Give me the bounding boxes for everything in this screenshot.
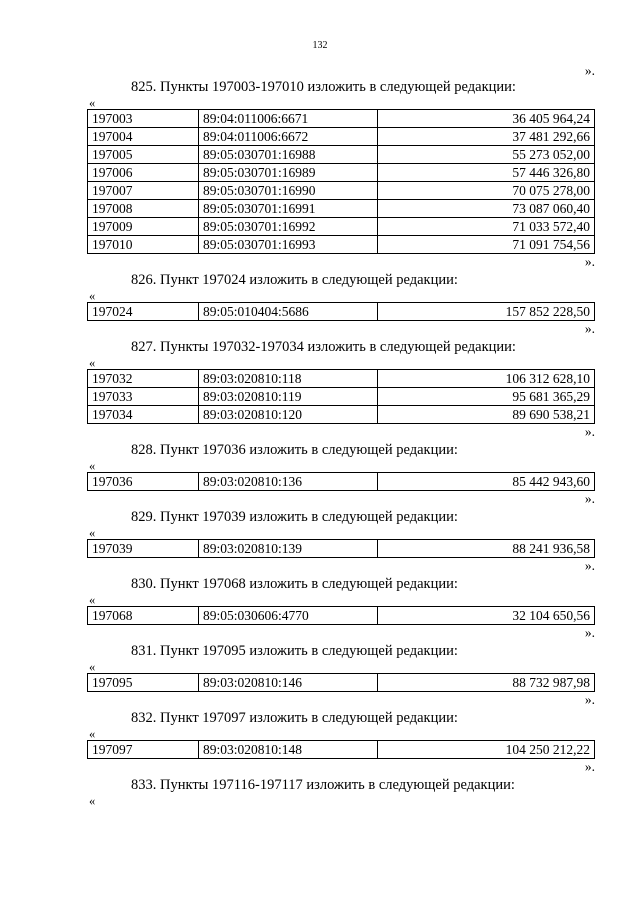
amendment-block: [87, 575, 595, 640]
page-number: 132: [312, 40, 328, 51]
value-cell: 88 241 936,58: [378, 540, 595, 558]
item-number-cell: 197033: [88, 388, 199, 406]
cadastral-number-cell: 89:05:030701:16989: [199, 164, 378, 182]
table-row: [88, 741, 595, 759]
open-quote: «: [89, 356, 96, 370]
open-quote: «: [89, 660, 96, 674]
value-cell: 106 312 628,10: [378, 370, 595, 388]
table-row: [88, 182, 595, 200]
amendment-heading: 829. Пункт 197039 изложить в следующей редакции:: [131, 509, 458, 525]
open-quote: «: [89, 96, 96, 110]
table-row: [88, 674, 595, 692]
amendment-block: [87, 271, 595, 336]
value-cell: 37 481 292,66: [378, 128, 595, 146]
amendment-block: [87, 508, 595, 573]
amendment-heading: 828. Пункт 197036 изложить в следующей редакции:: [131, 442, 458, 458]
item-number-cell: 197005: [88, 146, 199, 164]
open-quote: «: [89, 593, 96, 607]
amendment-block: [87, 776, 595, 807]
open-quote: «: [89, 727, 96, 741]
item-number-cell: 197034: [88, 406, 199, 424]
amendment-block: [87, 642, 595, 707]
cadastral-number-cell: 89:05:030701:16991: [199, 200, 378, 218]
item-number-cell: 197097: [88, 741, 199, 759]
table-row: [88, 607, 595, 625]
open-quote: «: [89, 459, 96, 473]
value-cell: 85 442 943,60: [378, 473, 595, 491]
item-number-cell: 197068: [88, 607, 199, 625]
close-quote: ».: [584, 63, 595, 78]
document-body: [87, 63, 595, 809]
item-number-cell: 197032: [88, 370, 199, 388]
table-row: [88, 303, 595, 321]
value-cell: 71 033 572,40: [378, 218, 595, 236]
item-number-cell: 197008: [88, 200, 199, 218]
cadastral-number-cell: 89:03:020810:120: [199, 406, 378, 424]
table-row: [88, 370, 595, 388]
item-number-cell: 197003: [88, 110, 199, 128]
table-row: [88, 540, 595, 558]
cadastral-number-cell: 89:03:020810:119: [199, 388, 378, 406]
open-quote: «: [89, 289, 96, 303]
table-row: [88, 110, 595, 128]
open-quote: «: [89, 794, 96, 808]
close-quote: ».: [584, 692, 595, 707]
amendment-heading: 826. Пункт 197024 изложить в следующей редакции:: [131, 272, 458, 288]
value-cell: 104 250 212,22: [378, 741, 595, 759]
amendment-block: [87, 78, 595, 269]
value-cell: 32 104 650,56: [378, 607, 595, 625]
close-quote: ».: [584, 491, 595, 506]
close-quote: ».: [584, 321, 595, 336]
cadastral-number-cell: 89:03:020810:139: [199, 540, 378, 558]
value-cell: 73 087 060,40: [378, 200, 595, 218]
registry-table: [87, 606, 595, 625]
close-quote: ».: [584, 558, 595, 573]
table-row: [88, 388, 595, 406]
table-row: [88, 128, 595, 146]
value-cell: 36 405 964,24: [378, 110, 595, 128]
amendment-list: [87, 78, 595, 807]
item-number-cell: 197004: [88, 128, 199, 146]
value-cell: 157 852 228,50: [378, 303, 595, 321]
close-quote: ».: [584, 625, 595, 640]
item-number-cell: 197024: [88, 303, 199, 321]
registry-table: [87, 109, 595, 254]
cadastral-number-cell: 89:03:020810:146: [199, 674, 378, 692]
cadastral-number-cell: 89:05:030701:16990: [199, 182, 378, 200]
cadastral-number-cell: 89:05:030606:4770: [199, 607, 378, 625]
cadastral-number-cell: 89:05:030701:16988: [199, 146, 378, 164]
amendment-heading: 833. Пункты 197116-197117 изложить в следующей редакции:: [131, 777, 515, 793]
open-quote: «: [89, 526, 96, 540]
item-number-cell: 197006: [88, 164, 199, 182]
close-quote: ».: [584, 424, 595, 439]
registry-table: [87, 740, 595, 759]
close-quote: ».: [584, 759, 595, 774]
registry-table: [87, 369, 595, 424]
value-cell: 55 273 052,00: [378, 146, 595, 164]
amendment-heading: 827. Пункты 197032-197034 изложить в следующей редакции:: [131, 339, 516, 355]
cadastral-number-cell: 89:03:020810:148: [199, 741, 378, 759]
registry-table: [87, 302, 595, 321]
value-cell: 95 681 365,29: [378, 388, 595, 406]
item-number-cell: 197010: [88, 236, 199, 254]
item-number-cell: 197095: [88, 674, 199, 692]
table-row: [88, 164, 595, 182]
close-quote: ».: [584, 254, 595, 269]
table-row: [88, 200, 595, 218]
amendment-heading: 825. Пункты 197003-197010 изложить в следующей редакции:: [131, 79, 516, 95]
value-cell: 57 446 326,80: [378, 164, 595, 182]
amendment-heading: 830. Пункт 197068 изложить в следующей редакции:: [131, 576, 458, 592]
amendment-block: [87, 709, 595, 774]
table-row: [88, 218, 595, 236]
cadastral-number-cell: 89:05:030701:16992: [199, 218, 378, 236]
value-cell: 89 690 538,21: [378, 406, 595, 424]
registry-table: [87, 472, 595, 491]
amendment-block: [87, 338, 595, 439]
cadastral-number-cell: 89:03:020810:118: [199, 370, 378, 388]
cadastral-number-cell: 89:04:011006:6672: [199, 128, 378, 146]
cadastral-number-cell: 89:05:010404:5686: [199, 303, 378, 321]
amendment-heading: 832. Пункт 197097 изложить в следующей редакции:: [131, 710, 458, 726]
cadastral-number-cell: 89:03:020810:136: [199, 473, 378, 491]
cadastral-number-cell: 89:05:030701:16993: [199, 236, 378, 254]
cadastral-number-cell: 89:04:011006:6671: [199, 110, 378, 128]
registry-table: [87, 673, 595, 692]
table-row: [88, 406, 595, 424]
value-cell: 71 091 754,56: [378, 236, 595, 254]
item-number-cell: 197009: [88, 218, 199, 236]
registry-table: [87, 539, 595, 558]
table-row: [88, 236, 595, 254]
table-row: [88, 473, 595, 491]
item-number-cell: 197036: [88, 473, 199, 491]
item-number-cell: 197039: [88, 540, 199, 558]
amendment-block: [87, 441, 595, 506]
value-cell: 70 075 278,00: [378, 182, 595, 200]
amendment-heading: 831. Пункт 197095 изложить в следующей редакции:: [131, 643, 458, 659]
value-cell: 88 732 987,98: [378, 674, 595, 692]
table-row: [88, 146, 595, 164]
item-number-cell: 197007: [88, 182, 199, 200]
